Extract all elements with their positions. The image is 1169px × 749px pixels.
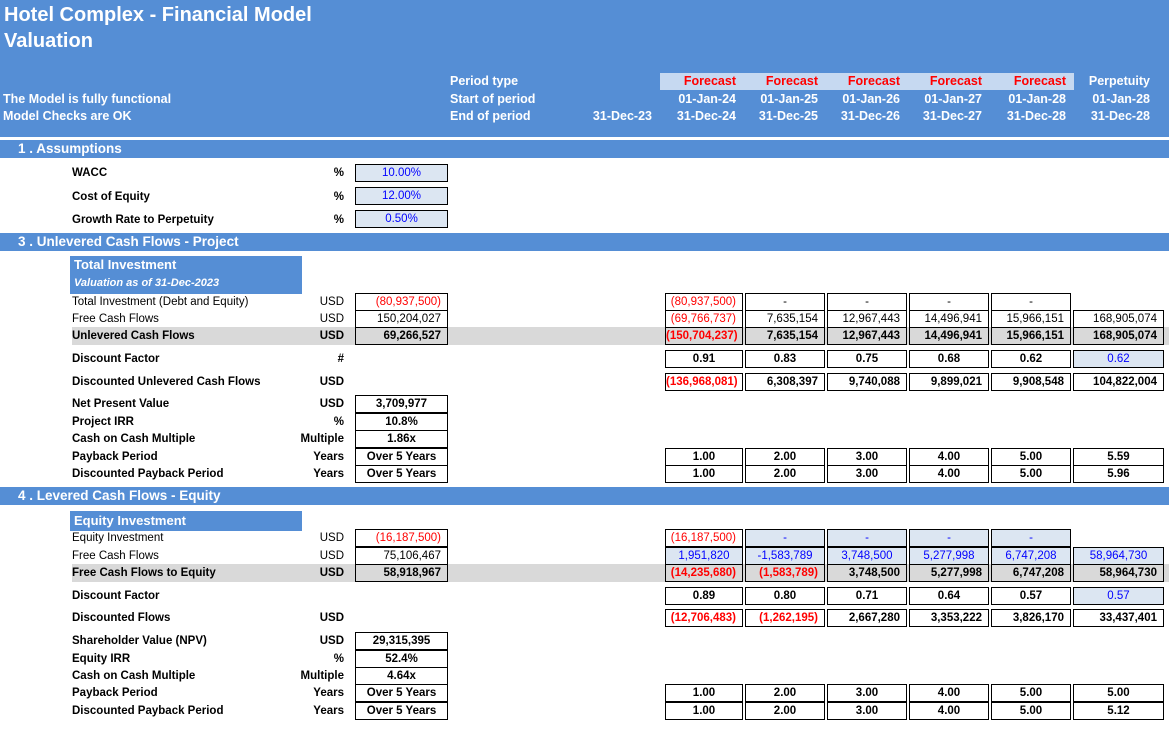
- page-title: Valuation: [4, 30, 93, 52]
- col-end: 31-Dec-28: [1006, 109, 1066, 123]
- npv-label: Net Present Value: [72, 398, 170, 410]
- total-investment-header: Total Investment: [70, 256, 302, 274]
- col-type: Forecast: [929, 74, 982, 88]
- discount-factor-label: Discount Factor: [72, 353, 160, 365]
- payback-cell: 2.00: [745, 448, 825, 466]
- disc-payback-cell: 5.96: [1073, 465, 1164, 483]
- disc-payback-cell: 2.00: [745, 465, 825, 483]
- equity-investment-label: Equity Investment: [72, 532, 164, 544]
- equity-irr-value: 52.4%: [355, 650, 448, 668]
- wacc-input[interactable]: 10.00%: [355, 164, 448, 182]
- col-start: 01-Jan-28: [1008, 92, 1066, 106]
- equity-disc-payback-unit: Years: [313, 705, 344, 717]
- unlevered-total: 69,266,527: [355, 327, 448, 345]
- equity-fcf-cell: -1,583,789: [745, 547, 825, 565]
- discounted-flows-cell: (12,706,483): [665, 609, 743, 627]
- discounted-cf-cell: 6,308,397: [745, 373, 825, 391]
- npv-unit: USD: [319, 398, 344, 410]
- equity-payback-unit: Years: [313, 687, 344, 699]
- growth-rate-unit: %: [333, 214, 344, 226]
- equity-disc-payback-cell: 3.00: [827, 702, 907, 720]
- payback-value: Over 5 Years: [355, 448, 448, 466]
- discounted-cf-label: Discounted Unlevered Cash Flows: [72, 376, 261, 388]
- discounted-cf-cell: 9,908,548: [991, 373, 1071, 391]
- payback-cell: 3.00: [827, 448, 907, 466]
- equity-discount-factor-cell: 0.57: [991, 587, 1071, 605]
- fcf-unit: USD: [319, 313, 344, 325]
- project-irr-unit: %: [333, 416, 344, 428]
- equity-discount-factor-cell: 0.89: [665, 587, 743, 605]
- discount-factor-cell: 0.62: [1073, 350, 1164, 368]
- equity-investment-cell: -: [827, 529, 907, 547]
- fcfe-unit: USD: [319, 567, 344, 579]
- equity-fcf-cell: 1,951,820: [665, 547, 743, 565]
- shareholder-value: 29,315,395: [355, 632, 448, 650]
- payback-cell: 1.00: [665, 448, 743, 466]
- total-investment-cell: -: [991, 293, 1071, 311]
- payback-cell: 5.59: [1073, 448, 1164, 466]
- model-checks: Model Checks are OK: [3, 109, 132, 123]
- fcfe-cell: 5,277,998: [909, 564, 989, 582]
- section-assumptions: 1 . Assumptions: [0, 140, 1169, 158]
- payback-unit: Years: [313, 451, 344, 463]
- col-end: 31-Dec-28: [1090, 109, 1150, 123]
- discount-factor-cell: 0.62: [991, 350, 1071, 368]
- period-type-label: Period type: [450, 74, 519, 88]
- total-investment-unit: USD: [319, 296, 344, 308]
- equity-payback-cell: 2.00: [745, 684, 825, 702]
- wacc-label: WACC: [72, 167, 108, 179]
- equity-disc-payback-cell: 5.00: [991, 702, 1071, 720]
- equity-fcf-label: Free Cash Flows: [72, 550, 159, 562]
- end-period-label: End of period: [450, 109, 531, 123]
- unlevered-cell: 14,496,941: [909, 327, 989, 345]
- col-end: 31-Dec-24: [676, 109, 736, 123]
- payback-cell: 5.00: [991, 448, 1071, 466]
- section-equity: 4 . Levered Cash Flows - Equity: [0, 487, 1169, 505]
- fcfe-label: Free Cash Flows to Equity: [72, 567, 216, 579]
- equity-fcf-total: 75,106,467: [355, 547, 448, 565]
- equity-disc-payback-cell: 2.00: [745, 702, 825, 720]
- equity-discount-factor-cell: 0.80: [745, 587, 825, 605]
- discounted-flows-cell: (1,262,195): [745, 609, 825, 627]
- equity-disc-payback-cell: 1.00: [665, 702, 743, 720]
- cost-of-equity-unit: %: [333, 191, 344, 203]
- project-irr-label: Project IRR: [72, 416, 134, 428]
- coc-multiple-value: 1.86x: [355, 430, 448, 448]
- discount-factor-cell: 0.83: [745, 350, 825, 368]
- fcf-cell: 14,496,941: [909, 310, 989, 328]
- discounted-flows-cell: 3,826,170: [991, 609, 1071, 627]
- equity-payback-label: Payback Period: [72, 687, 158, 699]
- discount-factor-cell: 0.68: [909, 350, 989, 368]
- model-title: Hotel Complex - Financial Model: [4, 4, 312, 26]
- equity-coc-label: Cash on Cash Multiple: [72, 670, 196, 682]
- fcfe-cell: (14,235,680): [665, 564, 743, 582]
- equity-disc-payback-value: Over 5 Years: [355, 702, 448, 720]
- total-investment-cell: (80,937,500): [665, 293, 743, 311]
- fcf-cell: 7,635,154: [745, 310, 825, 328]
- discounted-flows-label: Discounted Flows: [72, 612, 171, 624]
- fcf-cell: 168,905,074: [1073, 310, 1164, 328]
- discount-factor-cell: 0.75: [827, 350, 907, 368]
- equity-discount-factor-label: Discount Factor: [72, 590, 160, 602]
- disc-payback-cell: 1.00: [665, 465, 743, 483]
- equity-disc-payback-label: Discounted Payback Period: [72, 705, 224, 717]
- total-investment-total: (80,937,500): [355, 293, 448, 311]
- discount-factor-unit: #: [337, 353, 344, 365]
- coc-multiple-unit: Multiple: [300, 433, 344, 445]
- equity-investment-header: Equity Investment: [70, 511, 302, 531]
- unlevered-unit: USD: [319, 330, 344, 342]
- discounted-flows-unit: USD: [319, 612, 344, 624]
- equity-investment-unit: USD: [319, 532, 344, 544]
- discounted-cf-unit: USD: [319, 376, 344, 388]
- equity-fcf-cell: 6,747,208: [991, 547, 1071, 565]
- equity-payback-value: Over 5 Years: [355, 684, 448, 702]
- col-end: 31-Dec-25: [758, 109, 818, 123]
- col-start: 01-Jan-26: [842, 92, 900, 106]
- col-type: Forecast: [765, 74, 818, 88]
- col-type: Perpetuity: [1088, 74, 1150, 88]
- fcf-label: Free Cash Flows: [72, 313, 159, 325]
- discounted-flows-cell: 33,437,401: [1073, 609, 1164, 627]
- equity-fcf-cell: 58,964,730: [1073, 547, 1164, 565]
- equity-payback-cell: 5.00: [991, 684, 1071, 702]
- disc-payback-label: Discounted Payback Period: [72, 468, 224, 480]
- equity-coc-unit: Multiple: [300, 670, 344, 682]
- equity-investment-cell: -: [991, 529, 1071, 547]
- npv-value: 3,709,977: [355, 395, 448, 413]
- equity-coc-value: 4.64x: [355, 667, 448, 685]
- start-period-label: Start of period: [450, 92, 536, 106]
- equity-investment-cell: -: [909, 529, 989, 547]
- payback-label: Payback Period: [72, 451, 158, 463]
- fcfe-cell: 58,964,730: [1073, 564, 1164, 582]
- equity-irr-label: Equity IRR: [72, 653, 131, 665]
- col-end: 31-Dec-27: [922, 109, 982, 123]
- col-start: 01-Jan-25: [760, 92, 818, 106]
- total-investment-cell: -: [909, 293, 989, 311]
- unlevered-cell: 168,905,074: [1073, 327, 1164, 345]
- section-project: 3 . Unlevered Cash Flows - Project: [0, 233, 1169, 251]
- fcfe-cell: (1,583,789): [745, 564, 825, 582]
- growth-rate-input[interactable]: 0.50%: [355, 210, 448, 228]
- disc-payback-value: Over 5 Years: [355, 465, 448, 483]
- model-status: The Model is fully functional: [3, 92, 172, 106]
- equity-fcf-unit: USD: [319, 550, 344, 562]
- fcfe-cell: 6,747,208: [991, 564, 1071, 582]
- col-start: 01-Jan-27: [924, 92, 982, 106]
- equity-investment-cell: -: [745, 529, 825, 547]
- total-investment-label: Total Investment (Debt and Equity): [72, 296, 249, 308]
- equity-fcf-cell: 3,748,500: [827, 547, 907, 565]
- fcf-cell: 15,966,151: [991, 310, 1071, 328]
- discounted-cf-cell: 104,822,004: [1073, 373, 1164, 391]
- disc-payback-cell: 3.00: [827, 465, 907, 483]
- equity-discount-factor-cell: 0.71: [827, 587, 907, 605]
- payback-cell: 4.00: [909, 448, 989, 466]
- disc-payback-cell: 4.00: [909, 465, 989, 483]
- disc-payback-cell: 5.00: [991, 465, 1071, 483]
- unlevered-cell: (150,704,237): [665, 327, 743, 345]
- cost-of-equity-input[interactable]: 12.00%: [355, 187, 448, 205]
- col-type: Forecast: [683, 74, 736, 88]
- col-start: 01-Jan-28: [1092, 92, 1150, 106]
- col-start: 01-Jan-24: [678, 92, 736, 106]
- fcfe-cell: 3,748,500: [827, 564, 907, 582]
- growth-rate-label: Growth Rate to Perpetuity: [72, 214, 214, 226]
- equity-investment-total: (16,187,500): [355, 529, 448, 547]
- col-type: Forecast: [1013, 74, 1066, 88]
- col-end: 31-Dec-26: [840, 109, 900, 123]
- fcf-cell: (69,766,737): [665, 310, 743, 328]
- shareholder-value-unit: USD: [319, 635, 344, 647]
- fcf-total: 150,204,027: [355, 310, 448, 328]
- equity-payback-cell: 1.00: [665, 684, 743, 702]
- fcfe-total: 58,918,967: [355, 564, 448, 582]
- valuation-date: Valuation as of 31-Dec-2023: [70, 274, 302, 294]
- total-investment-cell: -: [827, 293, 907, 311]
- col-type: Forecast: [847, 74, 900, 88]
- coc-multiple-label: Cash on Cash Multiple: [72, 433, 196, 445]
- equity-discount-factor-cell: 0.57: [1073, 587, 1164, 605]
- total-investment-cell: -: [745, 293, 825, 311]
- equity-investment-cell: (16,187,500): [665, 529, 743, 547]
- equity-payback-cell: 4.00: [909, 684, 989, 702]
- base-period-end: 31-Dec-23: [592, 109, 652, 123]
- shareholder-value-label: Shareholder Value (NPV): [72, 635, 207, 647]
- disc-payback-unit: Years: [313, 468, 344, 480]
- equity-disc-payback-cell: 5.12: [1073, 702, 1164, 720]
- wacc-unit: %: [333, 167, 344, 179]
- equity-payback-cell: 3.00: [827, 684, 907, 702]
- project-irr-value: 10.8%: [355, 413, 448, 431]
- fcf-cell: 12,967,443: [827, 310, 907, 328]
- discounted-cf-cell: 9,740,088: [827, 373, 907, 391]
- unlevered-cell: 15,966,151: [991, 327, 1071, 345]
- equity-irr-unit: %: [333, 653, 344, 665]
- discount-factor-cell: 0.91: [665, 350, 743, 368]
- equity-discount-factor-cell: 0.64: [909, 587, 989, 605]
- equity-fcf-cell: 5,277,998: [909, 547, 989, 565]
- cost-of-equity-label: Cost of Equity: [72, 191, 150, 203]
- discounted-flows-cell: 3,353,222: [909, 609, 989, 627]
- unlevered-cell: 12,967,443: [827, 327, 907, 345]
- discounted-cf-cell: (136,968,081): [665, 373, 743, 391]
- equity-disc-payback-cell: 4.00: [909, 702, 989, 720]
- unlevered-label: Unlevered Cash Flows: [72, 330, 195, 342]
- discounted-flows-cell: 2,667,280: [827, 609, 907, 627]
- unlevered-cell: 7,635,154: [745, 327, 825, 345]
- equity-payback-cell: 5.00: [1073, 684, 1164, 702]
- discounted-cf-cell: 9,899,021: [909, 373, 989, 391]
